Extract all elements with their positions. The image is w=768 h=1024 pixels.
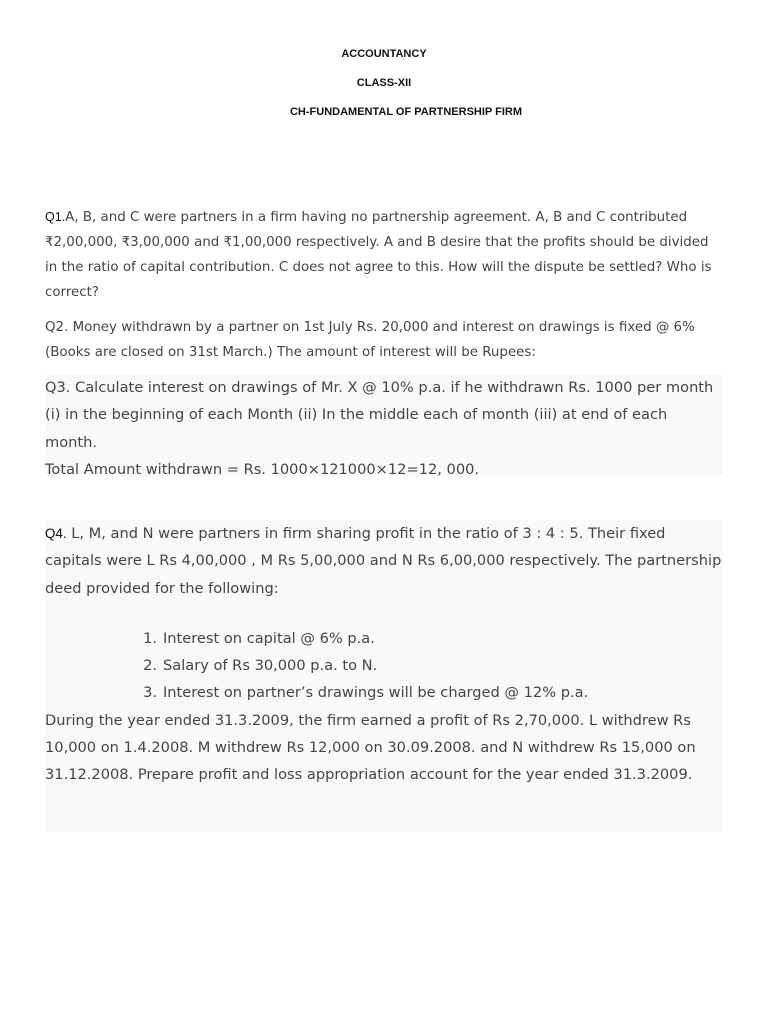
list-item: [135, 679, 723, 706]
question-3-text: Q3. Calculate interest on drawings of Mr. X @ 10% p.a. if he withdrawn Rs. 1000 per month (i) in the beginning of each Month (ii) In the middle each of month (iii) at end of each month.: [45, 379, 714, 451]
question-2-text: Q2. Money withdrawn by a partner on 1st July Rs. 20,000 and interest on drawings is fixed @ 6% (Books are closed on 31st March.) The amount of interest will be Rupees:: [45, 320, 695, 360]
question-1: [45, 205, 723, 305]
list-item-text: Interest on capital @ 6% p.a.: [163, 629, 375, 647]
question-4-label: Q4.: [45, 526, 67, 541]
question-4-body: During the year ended 31.3.2009, the firm earned a profit of Rs 2,70,000. L withdrew Rs 10,000 on 1.4.2008. M withdrew Rs 12,000 on 30.09.2008. and N withdrew Rs 15,000 on 31.12.2008. Prepare profit and loss appropriation account for the year ended 31.3.2009.: [45, 711, 696, 784]
class-title: CLASS-XII: [356, 77, 412, 89]
question-3: [45, 374, 723, 476]
question-1-text: A, B, and C were partners in a firm having no partnership agreement. A, B and C contributed ₹2,00,000, ₹3,00,000 and ₹1,00,000 respectively. A and B desire that the profits should be divided in the ratio of capital contribution. C does not agree to this. How will the dispute be settled? Who is correct?: [45, 210, 712, 300]
list-item-number: 2.: [143, 657, 157, 675]
question-2: [45, 315, 723, 365]
list-item: [135, 625, 723, 652]
subject-title: ACCOUNTANCY: [341, 48, 427, 60]
chapter-title: CH-FUNDAMENTAL OF PARTNERSHIP FIRM: [289, 106, 522, 118]
spacer: [45, 602, 723, 625]
list-item-number: 1.: [143, 629, 157, 647]
list-item-text: Salary of Rs 30,000 p.a. to N.: [163, 657, 378, 675]
list-item-text: Interest on partner’s drawings will be charged @ 12% p.a.: [163, 684, 589, 702]
deed-provisions-list: [45, 625, 723, 707]
question-1-label: Q1.: [45, 210, 66, 224]
question-4-intro-text: L, M, and N were partners in firm sharing profit in the ratio of 3 : 4 : 5. Their fixed capitals were L Rs 4,00,000 , M Rs 5,00,000 and N Rs 6,00,000 respectively. The partnership deed provided for the following:: [45, 525, 722, 597]
list-item: [135, 652, 723, 679]
question-4: [45, 520, 723, 832]
question-4-intro: [45, 520, 723, 602]
list-item-number: 3.: [143, 684, 157, 702]
question-3-total: Total Amount withdrawn = Rs. 1000×121000×12=12, 000.: [45, 460, 480, 478]
